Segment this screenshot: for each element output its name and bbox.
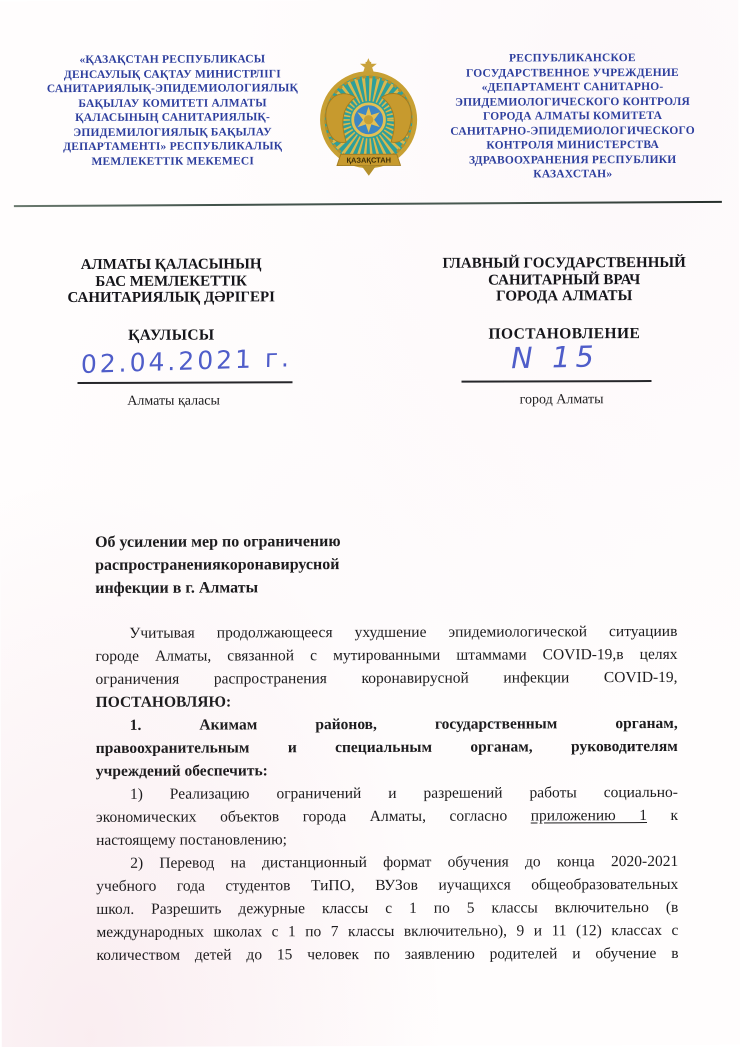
org-line: ЗДРАВООХРАНЕНИЯ РЕСПУБЛИКИ	[469, 153, 677, 167]
issuer-line: ГОРОДА АЛМАТЫ	[496, 288, 633, 305]
emblem-banner-text: ҚАЗАҚСТАН	[346, 155, 392, 165]
org-line: ЭПИДЕМИЛОГИЯЛЫҚ БАҚЫЛАУ	[73, 125, 272, 139]
org-line: ДЕПАРТАМЕНТІ» РЕСПУБЛИКАЛЫҚ	[63, 140, 283, 154]
place-kazakh: Алматы қаласы	[127, 393, 220, 409]
annex-reference: приложению 1	[530, 807, 648, 825]
issuer-title-russian	[429, 255, 699, 343]
org-line: МЕМЛЕКЕТТІК МЕКЕМЕСІ	[91, 154, 255, 168]
subject-line: Об усилении мер по ограничению	[95, 533, 341, 551]
subitem-2-paragraph	[96, 850, 678, 967]
subitem-1-paragraph	[96, 781, 678, 852]
org-line: САНИТАРИЯЛЫҚ-ЭПИДЕМИОЛОГИЯЛЫҚ	[46, 82, 299, 96]
org-line: КОНТРОЛЯ МИНИСТЕРСТВА	[486, 138, 660, 152]
body-line: правоохранительным и специальным органам, руководителям	[95, 737, 678, 757]
body-line: ограничения распространения коронавирусной инфекции COVID-19,	[95, 668, 678, 688]
subject-line: инфекции в г. Алматы	[95, 579, 259, 597]
body-line: учреждений обеспечить:	[95, 762, 268, 780]
body-line	[96, 804, 678, 829]
handwritten-date: 02.04.2021 г.	[80, 343, 293, 379]
date-underline	[78, 381, 293, 384]
org-line: ГОСУДАРСТВЕННОЕ УЧРЕЖДЕНИЕ	[465, 66, 679, 80]
body-line: городе Алматы, связанной с мутированными штаммами COVID-19,в целях	[95, 645, 678, 665]
letterhead-divider	[14, 201, 722, 207]
doc-type-kazakh: ҚАУЛЫСЫ	[128, 326, 215, 344]
body-line: школ. Разрешить дежурные классы с 1 по 5 классы включительно (в	[96, 898, 679, 918]
body-line: 1) Реализацию ограничений и разрешений работы социально-	[129, 783, 678, 803]
body-line: количеством детей до 15 человек по заявлению родителей и обучение в	[96, 944, 679, 964]
body-line: 2) Перевод на дистанционный формат обучения до конца 2020-2021	[130, 852, 679, 872]
org-line: САНИТАРНО-ЭПИДЕМИОЛОГИЧЕСКОГО	[450, 124, 695, 138]
org-line: «ҚАЗАҚСТАН РЕСПУБЛИКАСЫ	[79, 53, 266, 67]
item-1-paragraph	[96, 712, 678, 783]
place-russian: город Алматы	[519, 392, 604, 408]
body-line: международных школах с 1 по 7 классы включительно), 9 и 11 (12) классах с	[96, 921, 679, 941]
kazakhstan-coat-of-arms-icon	[312, 58, 424, 188]
body-text: экономических объектов города Алматы, согласно	[95, 807, 508, 826]
org-line: «ДЕПАРТАМЕНТ САНИТАРНО-	[481, 80, 664, 94]
issuer-line: САНИТАРИЯЛЫҚ ДӘРІГЕРІ	[67, 289, 275, 307]
subject-heading	[95, 529, 677, 600]
body-line: Учитывая продолжающееся ухудшение эпидемиологической ситуациив	[129, 622, 678, 642]
org-name-kazakh	[32, 52, 312, 169]
body-line: учебного года студентов ТиПО, ВУЗов иучащихся общеобразовательных	[96, 875, 679, 895]
org-line: БАҚЫЛАУ КОМИТЕТІ АЛМАТЫ	[78, 96, 267, 110]
issuer-line: ГЛАВНЫЙ ГОСУДАРСТВЕННЫЙ	[442, 254, 686, 272]
org-line: ЭПИДЕМИОЛОГИЧЕСКОГО КОНТРОЛЯ	[455, 95, 691, 109]
org-line: КАЗАХСТАН»	[533, 168, 613, 181]
org-line: ҚАЛАСЫНЫҢ САНИТАРИЯЛЫҚ-	[75, 111, 271, 125]
handwritten-number: N 15	[510, 339, 600, 376]
subject-line: распространениякоронавирусной	[95, 556, 340, 574]
org-line: РЕСПУБЛИКАНСКОЕ	[508, 52, 636, 65]
preamble-paragraph	[95, 620, 677, 714]
number-underline	[462, 380, 652, 383]
issuer-line: САНИТАРНЫЙ ВРАЧ	[488, 271, 641, 289]
document-body	[95, 529, 679, 967]
resolve-word: ПОСТАНОВЛЯЮ:	[95, 693, 232, 711]
doc-type-russian: ПОСТАНОВЛЕНИЕ	[488, 324, 641, 343]
org-line: ДЕНСАУЛЫҚ САҚТАУ МИНИСТРЛІГІ	[63, 67, 281, 81]
body-text: к	[670, 806, 679, 824]
body-line: 1. Акимам районов, государственным органам,	[129, 714, 678, 734]
issuer-line: АЛМАТЫ ҚАЛАСЫНЫҢ	[80, 256, 262, 274]
org-line: ГОРОДА АЛМАТЫ КОМИТЕТА	[482, 109, 663, 123]
issuer-line: БАС МЕМЛЕКЕТТІК	[95, 272, 247, 290]
issuer-title-kazakh	[37, 256, 305, 344]
body-line: настоящему постановлению;	[96, 831, 287, 849]
org-name-russian	[426, 51, 718, 183]
